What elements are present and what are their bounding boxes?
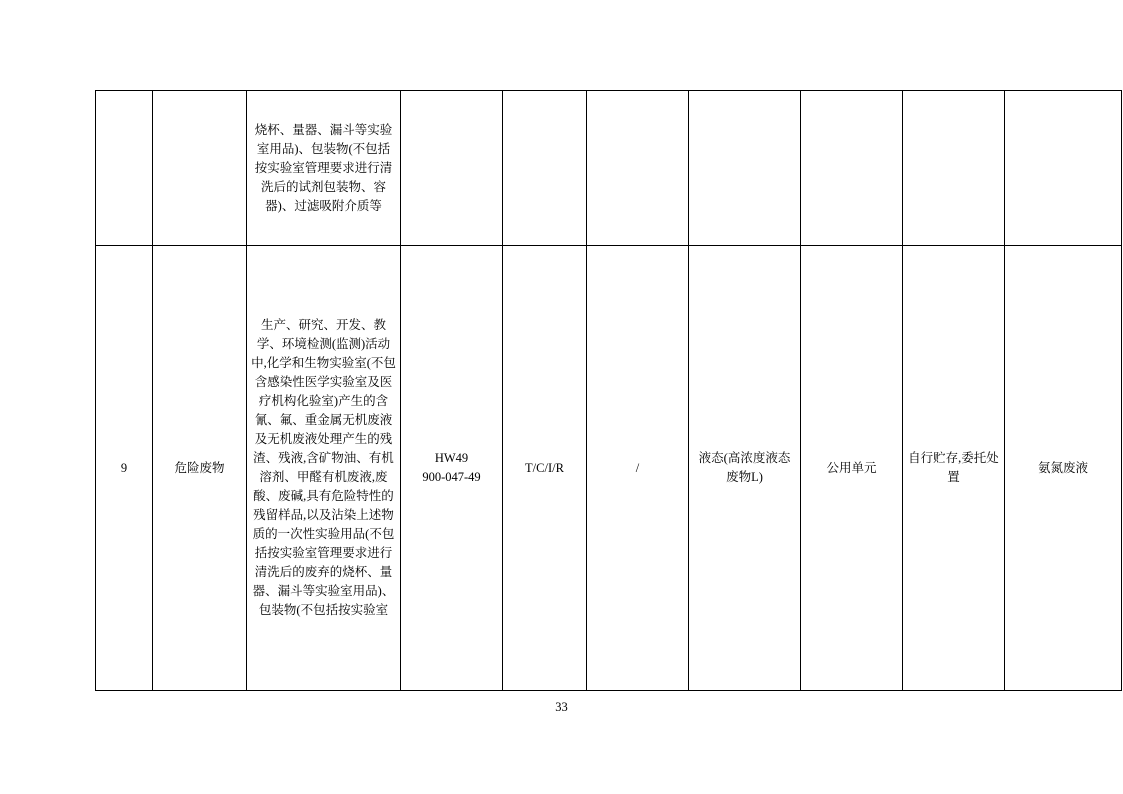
cell-state xyxy=(689,91,801,246)
cell-name xyxy=(1005,91,1122,246)
hazardous-waste-table xyxy=(95,90,1122,691)
cell-disposal: 自行贮存,委托处置 xyxy=(903,246,1005,691)
cell-form: / xyxy=(587,246,689,691)
waste-code-number: 900-047-49 xyxy=(422,470,481,484)
waste-code-category: HW49 xyxy=(434,451,469,465)
cell-unit: 公用单元 xyxy=(801,246,903,691)
cell-index xyxy=(96,91,153,246)
cell-category: 危险废物 xyxy=(153,246,247,691)
cell-index: 9 xyxy=(96,246,153,691)
cell-properties: T/C/I/R xyxy=(503,246,587,691)
cell-disposal xyxy=(903,91,1005,246)
cell-state: 液态(高浓度液态废物L) xyxy=(689,246,801,691)
cell-description: 生产、研究、开发、教学、环境检测(监测)活动中,化学和生物实验室(不包含感染性医学实验室及医疗机构化验室)产生的含氰、氟、重金属无机废液及无机废液处理产生的残渣、残液,含矿物油、有机溶剂、甲醛有机废液,废酸、废碱,具有危险特性的残留样品,以及沾染上述物质的一次性实验用品(不包括按实验室管理要求进行清洗后的废弃的烧杯、量器、漏斗等实验室用品)、包装物(不包括按实验室 xyxy=(247,246,401,691)
table-row xyxy=(96,246,1122,691)
cell-properties xyxy=(503,91,587,246)
cell-category xyxy=(153,91,247,246)
table-row xyxy=(96,91,1122,246)
cell-waste-code xyxy=(401,91,503,246)
cell-name: 氨氮废液 xyxy=(1005,246,1122,691)
cell-waste-code xyxy=(401,246,503,691)
cell-unit xyxy=(801,91,903,246)
page-number: 33 xyxy=(555,700,568,714)
cell-form xyxy=(587,91,689,246)
cell-description: 烧杯、量器、漏斗等实验室用品)、包装物(不包括按实验室管理要求进行清洗后的试剂包装物、容器)、过滤吸附介质等 xyxy=(247,91,401,246)
